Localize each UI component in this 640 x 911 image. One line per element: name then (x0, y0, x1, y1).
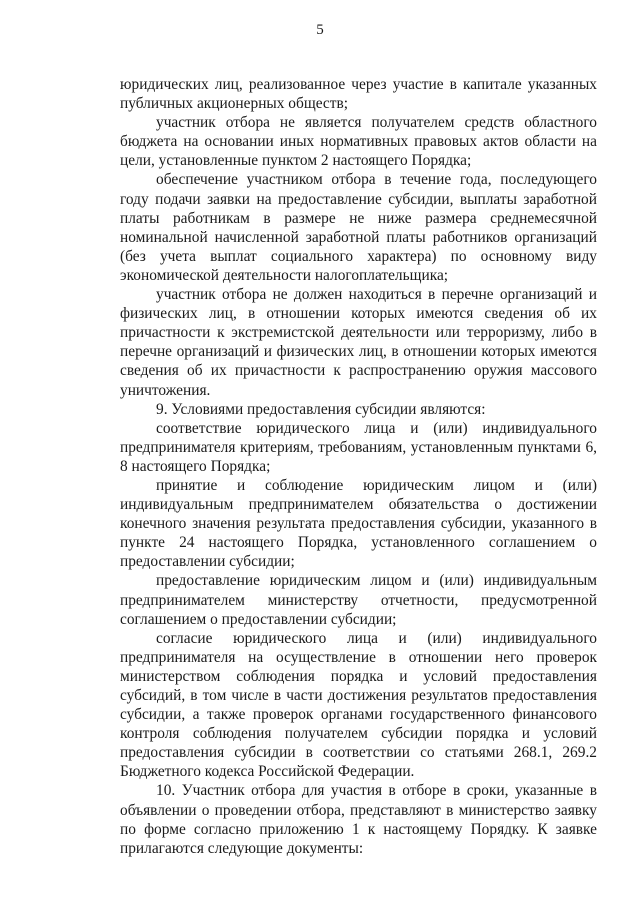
paragraph: согласие юридического лица и (или) индивидуального предпринимателя на осуществление в отношении него проверок министерством соблюдения порядка и условий предоставления субсидий, в том числе в части достижения результатов предоставления субсидии, а также проверок органами государственного финансового контроля соблюдения получателем субсидии порядка и условий предоставления субсидии в соответствии со статьями 268.1, 269.2 Бюджетного кодекса Российской Федерации. (120, 629, 597, 781)
paragraph: 9. Условиями предоставления субсидии являются: (156, 400, 486, 418)
paragraph: предоставление юридическим лицом и (или) индивидуальным предпринимателем министерству отчетности, предусмотренной соглашением о предоставлении субсидии; (120, 572, 597, 628)
paragraph: принятие и соблюдение юридическим лицом и (или) индивидуальным предпринимателем обязательства о достижении конечного значения результата предоставления субсидии, указанного в пункте 24 настоящего Порядка, установленного соглашением о предоставлении субсидии; (120, 476, 597, 571)
paragraph: юридических лиц, реализованное через участие в капитале указанных публичных акционерных обществ; (120, 76, 597, 113)
paragraph: 10. Участник отбора для участия в отборе в сроки, указанные в объявлении о проведении отбора, представляют в министерство заявку по форме согласно приложению 1 к настоящему Порядку. К заявке прилагаются следующие документы: (120, 782, 597, 857)
paragraph: участник отбора не является получателем средств областного бюджета на основании иных нормативных правовых актов области на цели, установленные пунктом 2 настоящего Порядка; (120, 114, 597, 170)
paragraph: соответствие юридического лица и (или) индивидуального предпринимателя критериям, требованиям, установленным пунктами 6, 8 настоящего Порядка; (120, 419, 597, 475)
paragraph: обеспечение участником отбора в течение года, последующего году подачи заявки на предоставление субсидии, выплаты заработной платы работникам в размере не ниже размера среднемесячной номинальной начисленной заработной платы работников организаций (без учета выплат социального характера) по основному виду экономической деятельности налогоплательщика; (120, 171, 597, 284)
paragraph: участник отбора не должен находиться в перечне организаций и физических лиц, в отношении которых имеются сведения об их причастности к экстремистской деятельности или терроризму, либо в перечне организаций и физических лиц, в отношении которых имеются сведения об их причастности к распространению оружия массового уничтожения. (120, 286, 597, 399)
document-body (120, 75, 597, 858)
page-number: 5 (316, 22, 324, 38)
